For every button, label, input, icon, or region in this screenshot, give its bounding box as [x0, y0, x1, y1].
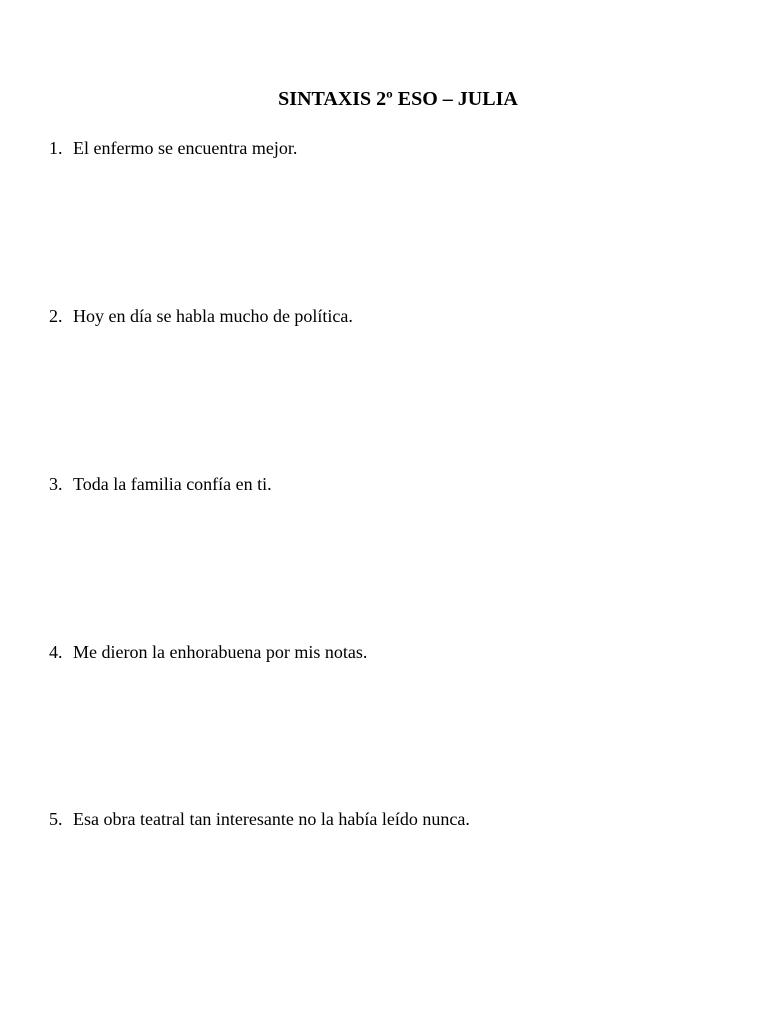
- page-title: SINTAXIS 2º ESO – JULIA: [278, 88, 518, 110]
- list-item: [49, 136, 297, 160]
- item-number: 2.: [49, 306, 63, 326]
- list-item: [49, 472, 272, 496]
- item-sentence: Me dieron la enhorabuena por mis notas.: [73, 642, 368, 662]
- item-number: 1.: [49, 138, 63, 158]
- item-number: 5.: [49, 809, 63, 829]
- item-sentence: Toda la familia confía en ti.: [73, 474, 272, 494]
- item-number: 3.: [49, 474, 63, 494]
- item-sentence: Hoy en día se habla mucho de política.: [73, 306, 353, 326]
- item-sentence: El enfermo se encuentra mejor.: [73, 138, 298, 158]
- list-item: [49, 640, 367, 664]
- item-sentence: Esa obra teatral tan interesante no la había leído nunca.: [73, 809, 470, 829]
- list-item: [49, 304, 353, 328]
- item-number: 4.: [49, 642, 63, 662]
- list-item: [49, 807, 470, 831]
